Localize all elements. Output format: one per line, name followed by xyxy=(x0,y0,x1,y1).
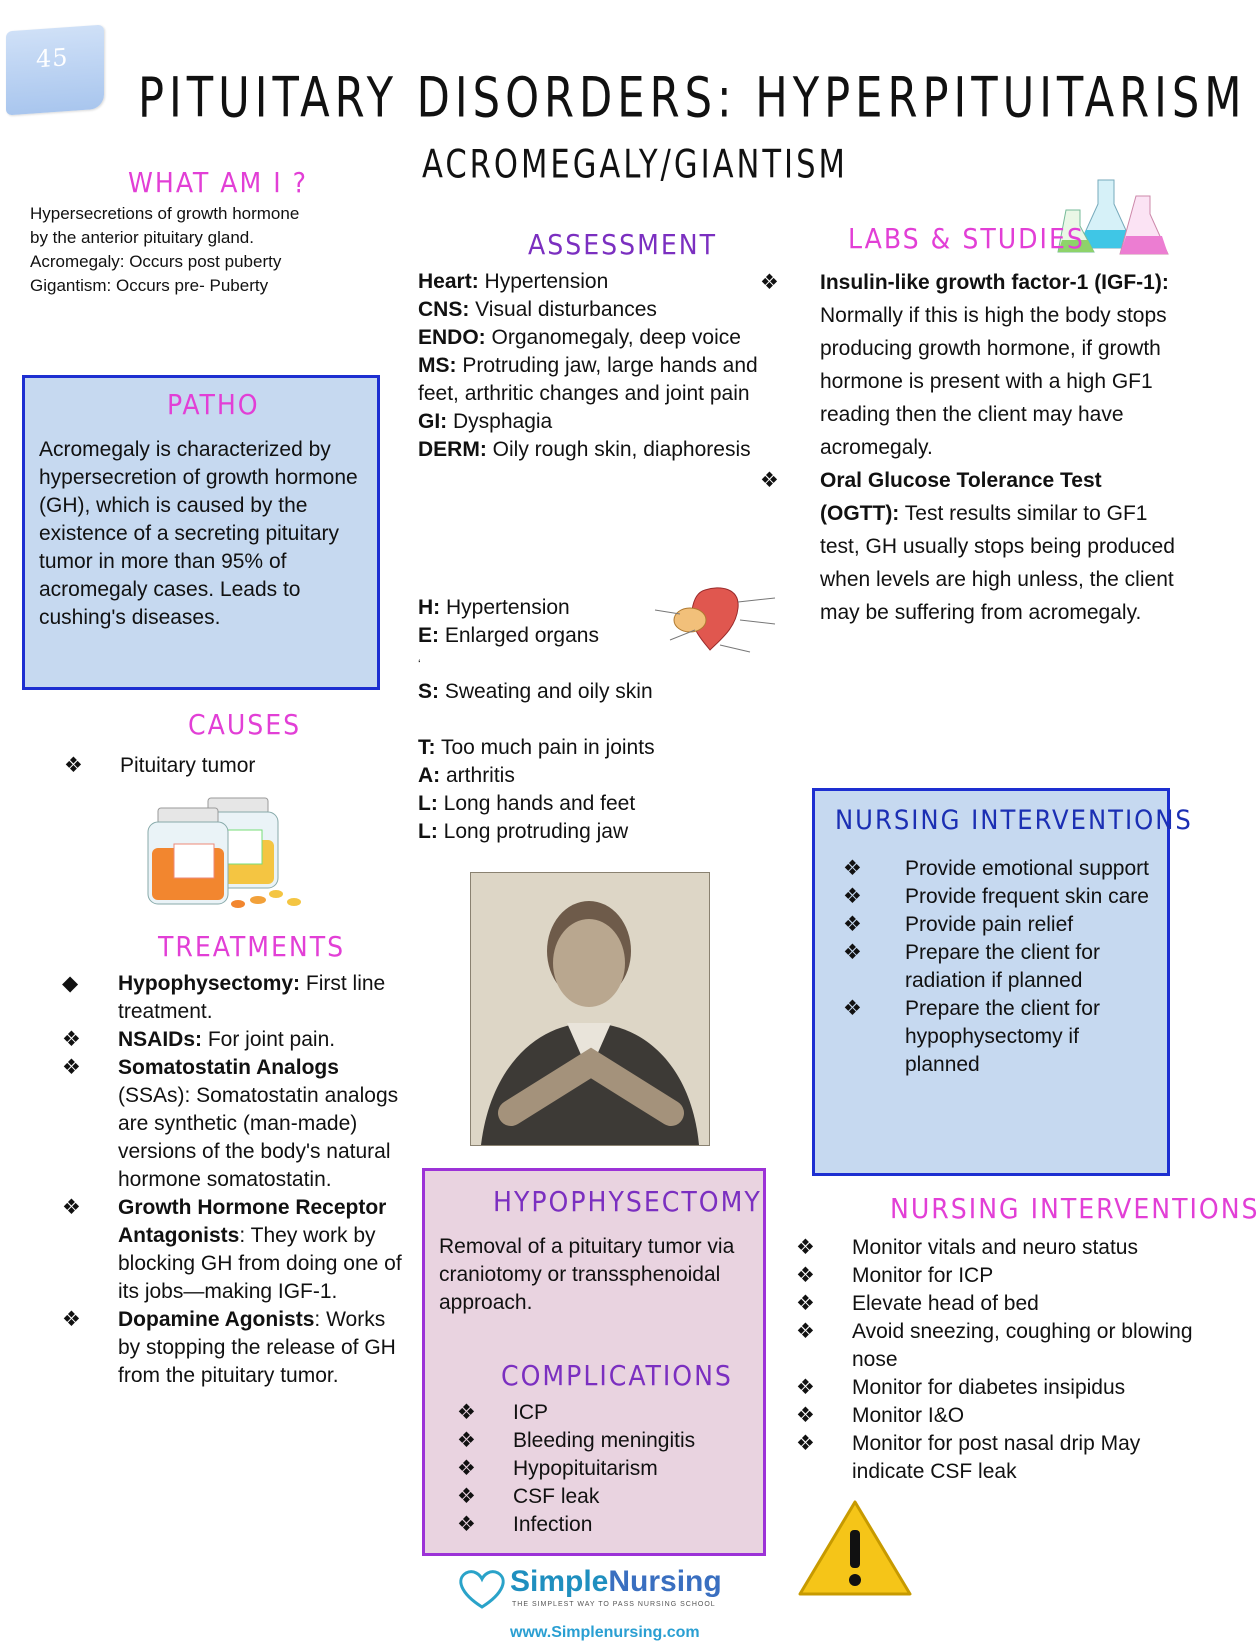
list-item: ❖ Provide emotional support xyxy=(843,855,1153,883)
assessment-item: MS: Protruding jaw, large hands and feet, arthritic changes and joint pain xyxy=(418,354,758,405)
bullet-icon: ❖ xyxy=(843,913,862,936)
bullet-icon: ❖ xyxy=(457,1401,476,1424)
list-item: ❖ Prepare the client for hypophysectomy if planned xyxy=(843,997,1100,1076)
nursing-interventions-list xyxy=(843,855,1153,1079)
bullet-icon: ❖ xyxy=(457,1429,476,1452)
list-item: ❖ Pituitary tumor xyxy=(64,752,384,780)
list-item: ❖ Insulin-like growth factor-1 (IGF-1): Normally if this is high the body stops producing growth hormone, if growth hormone is present with a high GF1 reading then the client may have acromegaly. xyxy=(760,266,1175,464)
mnemonic-line: L: Long protruding jaw xyxy=(418,820,629,843)
hypophysectomy-heading: HYPOPHYSECTOMY xyxy=(493,1185,762,1218)
hypophysectomy-box xyxy=(422,1168,766,1556)
vintage-photograph xyxy=(470,872,710,1146)
page-subtitle: ACROMEGALY/GIANTISM xyxy=(422,142,848,188)
assessment-item: CNS: Visual disturbances xyxy=(418,298,657,321)
mnemonic-line: L: Long hands and feet xyxy=(418,792,636,815)
labs-list xyxy=(760,266,1175,629)
what-am-i-text xyxy=(30,202,390,298)
labs-heading: LABS & STUDIES xyxy=(848,222,1085,255)
list-item: ❖ Infection xyxy=(457,1511,757,1539)
bullet-icon: ❖ xyxy=(64,754,83,777)
bullet-icon: ❖ xyxy=(62,1028,81,1051)
patho-text: Acromegaly is characterized by hypersecretion of growth hormone (GH), which is caused by the existence of a secreting pituitary tumor in more than 95% of acromegaly cases. Leads to cushing's diseases. xyxy=(39,438,358,629)
list-item: ❖ Monitor vitals and neuro status xyxy=(796,1234,1200,1262)
assessment-item: ENDO: Organomegaly, deep voice xyxy=(418,326,741,349)
list-item: ❖ ICP xyxy=(457,1399,757,1427)
bullet-icon: ❖ xyxy=(796,1320,815,1343)
hypophysectomy-text: Removal of a pituitary tumor via craniotomy or transsphenoidal approach. xyxy=(439,1235,735,1314)
bullet-icon: ❖ xyxy=(796,1432,815,1455)
assessment-item: Heart: Hypertension xyxy=(418,270,609,293)
what-am-i-line: Hypersecretions of growth hormone xyxy=(30,204,300,223)
bullet-icon: ❖ xyxy=(760,271,779,294)
nursing-interventions-2-heading: NURSING INTERVENTIONS xyxy=(890,1192,1260,1225)
complications-list xyxy=(457,1399,757,1539)
list-item: ❖ Somatostatin Analogs (SSAs): Somatostatin analogs are synthetic (man-made) versions of the body's natural hormone somatostatin. xyxy=(62,1056,399,1191)
list-item: ❖ Prepare the client for radiation if planned xyxy=(843,941,1100,992)
bullet-icon: ❖ xyxy=(843,885,862,908)
mnemonic-line: A: arthritis xyxy=(418,764,515,787)
treatments-list xyxy=(62,970,406,1390)
nursing-interventions-box xyxy=(812,788,1193,1176)
brand-name: SimpleNursing xyxy=(510,1565,722,1598)
stethoscope-heart-icon xyxy=(452,1567,512,1611)
warning-icon xyxy=(796,1498,914,1598)
pill-bottles-illustration xyxy=(138,790,318,910)
mnemonic-line: T: Too much pain in joints xyxy=(418,736,655,759)
page-number: 45 xyxy=(36,43,69,74)
patho-heading: PATHO xyxy=(167,388,260,421)
mnemonic-line: S: Sweating and oily skin xyxy=(418,680,653,703)
list-item: ❖ Monitor for post nasal drip May indicate CSF leak xyxy=(796,1432,1141,1483)
mnemonic-line xyxy=(418,706,688,734)
assessment-item: GI: Dysphagia xyxy=(418,410,553,433)
hestall-mnemonic xyxy=(418,594,688,846)
bullet-icon: ❖ xyxy=(457,1485,476,1508)
list-item: ❖ CSF leak xyxy=(457,1483,757,1511)
brand-tagline: THE SIMPLEST WAY TO PASS NURSING SCHOOL xyxy=(512,1601,716,1608)
page-number-badge xyxy=(6,25,104,116)
mnemonic-line: E: Enlarged organs xyxy=(418,624,599,647)
list-item: ❖ Monitor I&O xyxy=(796,1402,1200,1430)
page-title: PITUITARY DISORDERS: HYPERPITUITARISM xyxy=(138,66,1247,131)
mnemonic-line: ‘ xyxy=(418,657,421,671)
nursing-interventions-heading: NURSING INTERVENTIONS xyxy=(835,805,1193,836)
bullet-icon: ❖ xyxy=(843,941,862,964)
bullet-icon: ❖ xyxy=(457,1513,476,1536)
bullet-icon: ❖ xyxy=(457,1457,476,1480)
bullet-icon: ❖ xyxy=(62,1308,81,1331)
list-item: ❖ Bleeding meningitis xyxy=(457,1427,757,1455)
patho-box xyxy=(22,375,380,690)
bullet-icon: ❖ xyxy=(62,1056,81,1079)
what-am-i-line: Acromegaly: Occurs post puberty xyxy=(30,252,282,271)
bullet-icon: ❖ xyxy=(843,997,862,1020)
list-item: ❖ Monitor for diabetes insipidus xyxy=(796,1374,1200,1402)
bullet-icon: ❖ xyxy=(796,1292,815,1315)
bullet-icon: ❖ xyxy=(760,469,779,492)
bullet-icon: ❖ xyxy=(843,857,862,880)
causes-list xyxy=(64,752,384,780)
bullet-icon: ❖ xyxy=(796,1376,815,1399)
nursing-interventions-2-list xyxy=(796,1234,1200,1486)
list-item: ◆ Hypophysectomy: First line treatment. xyxy=(62,972,386,1023)
bullet-icon: ❖ xyxy=(796,1404,815,1427)
what-am-i-line: Gigantism: Occurs pre- Puberty xyxy=(30,276,269,295)
bullet-icon: ❖ xyxy=(62,1196,81,1219)
mnemonic-line: H: Hypertension xyxy=(418,596,570,619)
treatments-heading: TREATMENTS xyxy=(158,930,346,963)
list-item: ❖ Dopamine Agonists: Works by stopping the release of GH from the pituitary tumor. xyxy=(62,1308,396,1387)
bullet-icon: ❖ xyxy=(796,1236,815,1259)
assessment-item: DERM: Oily rough skin, diaphoresis xyxy=(418,438,751,461)
complications-heading: COMPLICATIONS xyxy=(501,1359,733,1392)
simplenursing-logo xyxy=(452,1565,782,1619)
list-item: ❖ Elevate head of bed xyxy=(796,1290,1200,1318)
person-silhouette xyxy=(471,873,709,1145)
bullet-icon: ◆ xyxy=(62,972,79,995)
causes-heading: CAUSES xyxy=(188,708,302,741)
what-am-i-line: by the anterior pituitary gland. xyxy=(30,228,254,247)
list-item: ❖ Growth Hormone Receptor Antagonists: They work by blocking GH from doing one of its jobs—making IGF-1. xyxy=(62,1196,402,1303)
what-am-i-heading: WHAT AM I ? xyxy=(128,166,309,199)
list-item: ❖ Hypopituitarism xyxy=(457,1455,757,1483)
assessment-list xyxy=(418,268,778,464)
list-item: ❖ Provide pain relief xyxy=(843,911,1153,939)
list-item: ❖ Monitor for ICP xyxy=(796,1262,1200,1290)
bullet-icon: ❖ xyxy=(796,1264,815,1287)
assessment-heading: ASSESSMENT xyxy=(528,228,717,261)
list-item: ❖ Provide frequent skin care xyxy=(843,883,1153,911)
list-item: ❖ Avoid sneezing, coughing or blowing nose xyxy=(796,1320,1193,1371)
list-item: ❖ Oral Glucose Tolerance Test (OGTT): Test results similar to GF1 test, GH usually stops being produced when levels are high unless, the client may be suffering from acromegaly. xyxy=(760,464,1175,629)
list-item: ❖ NSAIDs: For joint pain. xyxy=(62,1026,406,1054)
website-url[interactable]: www.Simplenursing.com xyxy=(510,1624,700,1641)
